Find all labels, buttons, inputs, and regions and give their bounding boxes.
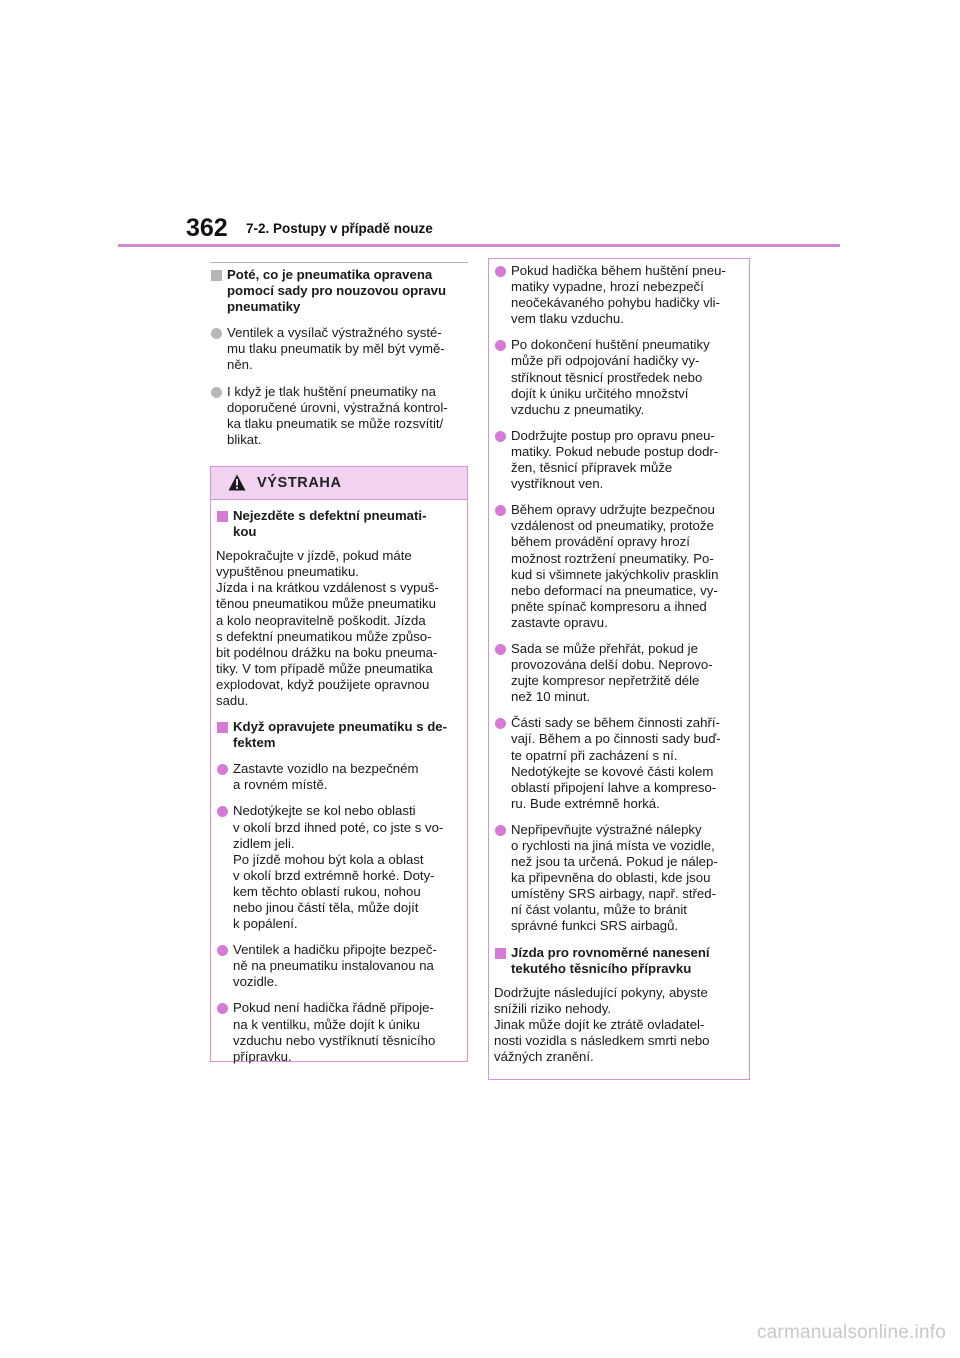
circle-bullet-icon bbox=[495, 825, 506, 836]
warning-heading: Když opravujete pneumatiku s de- fektem bbox=[216, 719, 461, 751]
warning-box-continued bbox=[488, 258, 750, 1080]
right-column bbox=[488, 258, 750, 1080]
page-number: 362 bbox=[186, 214, 228, 242]
list-item: I když je tlak huštění pneumatiky na doporučené úrovni, výstražná kontrol- ka tlaku pneumatik se může rozsvítit/ blikat. bbox=[210, 384, 468, 448]
section-heading: Poté, co je pneumatika opravena pomocí sady pro nouzovou opravu pneumatiky bbox=[210, 267, 468, 315]
list-item: Pokud hadička během huštění pneu- matiky vypadne, hrozí nebezpečí neočekávaného pohybu hadičky vli- vem tlaku vzduchu. bbox=[494, 263, 743, 327]
warning-title: VÝSTRAHA bbox=[257, 474, 342, 491]
square-bullet-icon bbox=[217, 511, 228, 522]
warning-paragraph: Dodržujte následující pokyny, abyste snížili riziko nehody. Jinak může dojít ke ztrátě ovladatel- nosti vozidla s následkem smrti nebo vážných zranění. bbox=[494, 984, 710, 1065]
list-item: Po dokončení huštění pneumatiky může při odpojování hadičky vy- stříknout těsnicí prostředek nebo dojít k úniku určitého množství vzduchu z pneumatiky. bbox=[494, 337, 743, 417]
circle-bullet-icon bbox=[495, 718, 506, 729]
warning-heading: Jízda pro rovnoměrné nanesení tekutého těsnicího přípravku bbox=[494, 945, 743, 977]
circle-bullet-icon bbox=[211, 328, 222, 339]
list-item: Zastavte vozidlo na bezpečném a rovném místě. bbox=[216, 761, 461, 793]
list-item: Nepřipevňujte výstražné nálepky o rychlosti na jiná místa ve vozidle, než jsou ta určená. Pokud je nálep- ka připevněna do oblasti, kde jsou umístěny SRS airbagy, např. střed- ní část volantu, může to bránit správné funkci SRS airbagů. bbox=[494, 822, 743, 935]
column-top-rule bbox=[210, 262, 468, 263]
left-column bbox=[210, 262, 468, 1062]
circle-bullet-icon bbox=[495, 266, 506, 277]
list-item: Během opravy udržujte bezpečnou vzdálenost od pneumatiky, protože během provádění opravy hrozí možnost roztržení pneumatiky. Po- kud si všimnete jakýchkoliv prasklin nebo deformací na pneumatice, vy- pněte spínač kompresoru a ihned zastavte opravu. bbox=[494, 502, 743, 631]
circle-bullet-icon bbox=[217, 764, 228, 775]
square-bullet-icon bbox=[217, 722, 228, 733]
list-item: Dodržujte postup pro opravu pneu- matiky. Pokud nebude postup dodr- žen, těsnicí přípravek může vystříknout ven. bbox=[494, 428, 743, 492]
list-item: Pokud není hadička řádně připoje- na k ventilku, může dojít k úniku vzduchu nebo vystříknutí těsnicího přípravku. bbox=[216, 1000, 461, 1064]
circle-bullet-icon bbox=[217, 1003, 228, 1014]
square-bullet-icon bbox=[495, 948, 506, 959]
circle-bullet-icon bbox=[495, 340, 506, 351]
square-bullet-icon bbox=[211, 270, 222, 281]
warning-heading: Nejezděte s defektní pneumati- kou bbox=[216, 508, 461, 540]
section-title: 7-2. Postupy v případě nouze bbox=[246, 221, 433, 236]
warning-triangle-icon bbox=[228, 474, 246, 491]
warning-body bbox=[489, 259, 749, 1071]
warning-box bbox=[210, 466, 468, 1062]
circle-bullet-icon bbox=[217, 945, 228, 956]
warning-body bbox=[211, 500, 467, 1071]
circle-bullet-icon bbox=[495, 644, 506, 655]
watermark: carmanualsonline.info bbox=[756, 1322, 946, 1343]
list-item: Části sady se během činnosti zahří- vají. Během a po činnosti sady buď- te opatrní při zacházení s ní. Nedotýkejte se kovové části kolem oblastí připojení lahve a kompreso- ru. Bude extrémně horká. bbox=[494, 715, 743, 812]
circle-bullet-icon bbox=[495, 431, 506, 442]
header-rule bbox=[118, 244, 840, 247]
list-item: Ventilek a hadičku připojte bezpeč- ně na pneumatiku instalovanou na vozidle. bbox=[216, 942, 461, 990]
list-item: Nedotýkejte se kol nebo oblasti v okolí brzd ihned poté, co jste s vo- zidlem jeli. Po jízdě mohou být kola a oblast v okolí brzd extrémně horké. Doty- kem těchto oblastí rukou, nohou nebo jinou částí těla, může dojít k popálení. bbox=[216, 803, 461, 932]
circle-bullet-icon bbox=[217, 806, 228, 817]
circle-bullet-icon bbox=[211, 387, 222, 398]
list-item: Ventilek a vysílač výstražného systé- mu tlaku pneumatik by měl být vymě- něn. bbox=[210, 325, 468, 373]
list-item: Sada se může přehřát, pokud je provozována delší dobu. Neprovo- zujte kompresor nepřetržitě déle než 10 minut. bbox=[494, 641, 743, 705]
circle-bullet-icon bbox=[495, 505, 506, 516]
warning-paragraph: Nepokračujte v jízdě, pokud máte vypuštěnou pneumatiku. Jízda i na krátkou vzdálenost s vypuš- těnou pneumatikou může pneumatiku a kolo neopravitelně poškodit. Jízda s defektní pneumatikou může způso- bit podélnou drážku na boku pneuma- tiky. V tom případě může pneumatika explodovat, když použijete opravnou sadu. bbox=[216, 548, 439, 708]
warning-header bbox=[211, 467, 467, 500]
